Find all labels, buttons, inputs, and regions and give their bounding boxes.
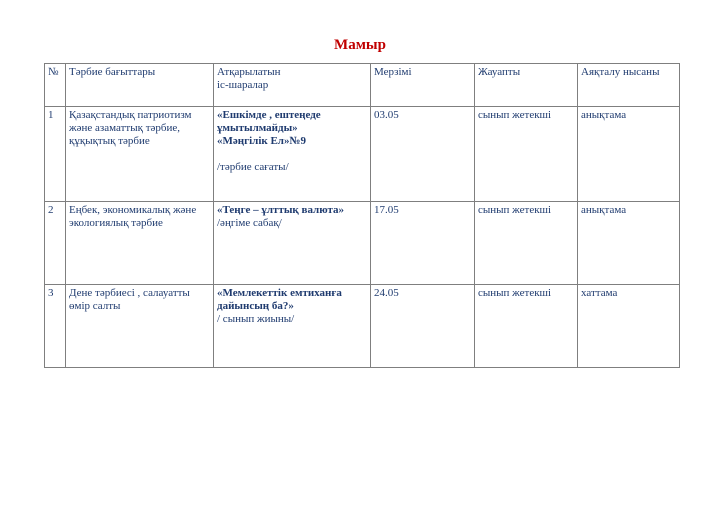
activity-title: «Теңге – ұлттық валюта»	[217, 204, 345, 216]
header-date: Мерзімі	[371, 64, 475, 107]
row-direction: Еңбек, экономикалық және экологиялық тәрбие	[66, 202, 214, 285]
row-activity	[214, 202, 371, 285]
header-num: №	[45, 64, 66, 107]
header-direction: Тәрбие бағыттары	[66, 64, 214, 107]
row-direction: Қазақстандық патриотизм және азаматтық тәрбие, құқықтық тәрбие	[66, 107, 214, 202]
row-date: 17.05	[371, 202, 475, 285]
row-direction: Дене тәрбиесі , салауатты өмір салты	[66, 285, 214, 368]
row-num: 3	[45, 285, 66, 368]
row-date: 03.05	[371, 107, 475, 202]
header-responsible: Жауапты	[475, 64, 578, 107]
header-form: Аяқталу нысаны	[578, 64, 680, 107]
row-num: 2	[45, 202, 66, 285]
row-activity	[214, 285, 371, 368]
table-row	[45, 202, 680, 285]
activity-note: / сынып жиыны/	[217, 313, 295, 325]
table-header-row	[45, 64, 680, 107]
row-form: хаттама	[578, 285, 680, 368]
table-row	[45, 285, 680, 368]
page-title: Мамыр	[334, 37, 386, 53]
event-plan-table	[44, 63, 680, 368]
row-activity	[214, 107, 371, 202]
row-form: анықтама	[578, 107, 680, 202]
activity-title: «Мемлекеттік емтиханға дайынсың ба?»	[217, 287, 342, 312]
row-responsible: сынып жетекші	[475, 107, 578, 202]
row-date: 24.05	[371, 285, 475, 368]
row-form: анықтама	[578, 202, 680, 285]
activity-title: «Ешкімде , ештеңеде ұмытылмайды» «Мәңгілік Ел»№9	[217, 109, 321, 147]
activity-note: /әңгіме сабақ/	[217, 217, 282, 229]
table-row	[45, 107, 680, 202]
row-responsible: сынып жетекші	[475, 285, 578, 368]
row-responsible: сынып жетекші	[475, 202, 578, 285]
header-activities: Атқарылатын іс-шаралар	[214, 64, 371, 107]
activity-note: /тәрбие сағаты/	[217, 161, 289, 173]
row-num: 1	[45, 107, 66, 202]
